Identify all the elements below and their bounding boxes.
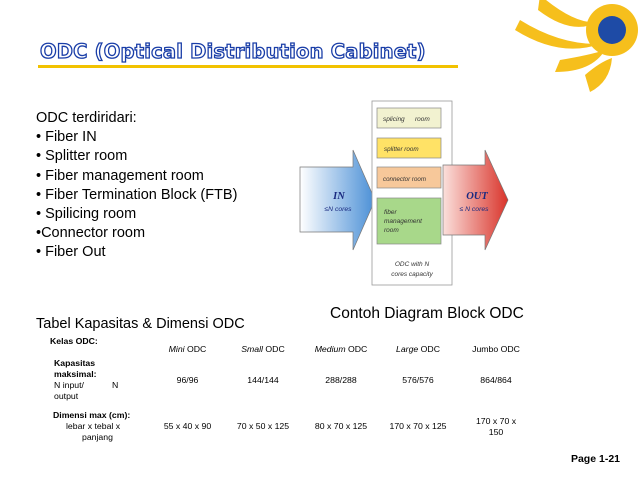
dimension-medium: 80 x 70 x 125: [314, 421, 368, 431]
list-heading: ODC terdiridari:: [36, 110, 137, 126]
class-header-large: Large ODC: [396, 344, 440, 354]
splicing-room-label-a: splicing: [383, 116, 405, 123]
kapasitas-label-3a: N input/: [54, 380, 84, 390]
kapasitas-label-1: Kapasitas: [54, 358, 96, 368]
class-header-mini: Mini ODC: [168, 344, 207, 354]
connector-room-label: connector room: [383, 176, 426, 183]
dimension-small: 70 x 50 x 125: [236, 421, 290, 431]
list-item: • Fiber management room: [36, 167, 204, 184]
capacity-mini: 96/96: [176, 375, 199, 385]
dimensi-label-2: lebar x tebal x: [66, 421, 121, 431]
in-sub-label: ≤N cores: [324, 206, 352, 213]
kelas-odc-label: Kelas ODC:: [50, 336, 98, 346]
capacity-small: 144/144: [247, 375, 279, 385]
capacity-jumbo: 864/864: [480, 375, 512, 385]
dimensi-label-1: Dimensi max (cm):: [53, 410, 131, 420]
slide-title: ODC (Optical Distribution Cabinet): [40, 40, 426, 63]
kapasitas-label-4: output: [54, 391, 79, 401]
odc-capacity-note-1: ODC with N: [394, 261, 430, 268]
in-label: IN: [333, 191, 345, 202]
list-item: • Fiber Termination Block (FTB): [36, 186, 238, 203]
fiber-mgmt-label-1: fiber: [384, 209, 397, 216]
diagram-caption: Contoh Diagram Block ODC: [330, 305, 524, 322]
splitter-room-label: splitter room: [384, 146, 419, 153]
dimension-mini: 55 x 40 x 90: [163, 421, 212, 431]
capacity-large: 576/576: [402, 375, 434, 385]
dimension-large: 170 x 70 x 125: [389, 421, 447, 431]
odc-capacity-note-2: cores capacity: [391, 271, 433, 278]
splicing-room-label-b: room: [415, 116, 430, 123]
odc-cabinet: [372, 101, 452, 285]
capacity-medium: 288/288: [325, 375, 357, 385]
list-item: •Connector room: [36, 225, 146, 242]
fiber-mgmt-label-2: management: [384, 218, 422, 225]
list-item: • Spilicing room: [36, 206, 137, 223]
class-header-medium: Medium ODC: [314, 344, 368, 354]
list-item: • Fiber IN: [36, 129, 97, 146]
out-sub-label: ≤ N cores: [459, 206, 489, 213]
list-item: • Fiber Out: [36, 244, 106, 261]
class-header-small: Small ODC: [241, 344, 285, 354]
dimension-jumbo-1: 170 x 70 x: [475, 416, 517, 426]
dimension-jumbo-2: 150: [488, 427, 504, 437]
fiber-mgmt-label-3: room: [384, 227, 399, 234]
kapasitas-label-3b: N: [112, 380, 119, 390]
dimensi-label-3: panjang: [82, 432, 113, 442]
table-caption: Tabel Kapasitas & Dimensi ODC: [36, 316, 245, 332]
page-number: Page 1-21: [570, 453, 620, 465]
kapasitas-label-2: maksimal:: [54, 369, 97, 379]
list-item: • Splitter room: [36, 148, 128, 165]
out-label: OUT: [466, 191, 488, 202]
class-header-jumbo: Jumbo ODC: [472, 344, 520, 354]
